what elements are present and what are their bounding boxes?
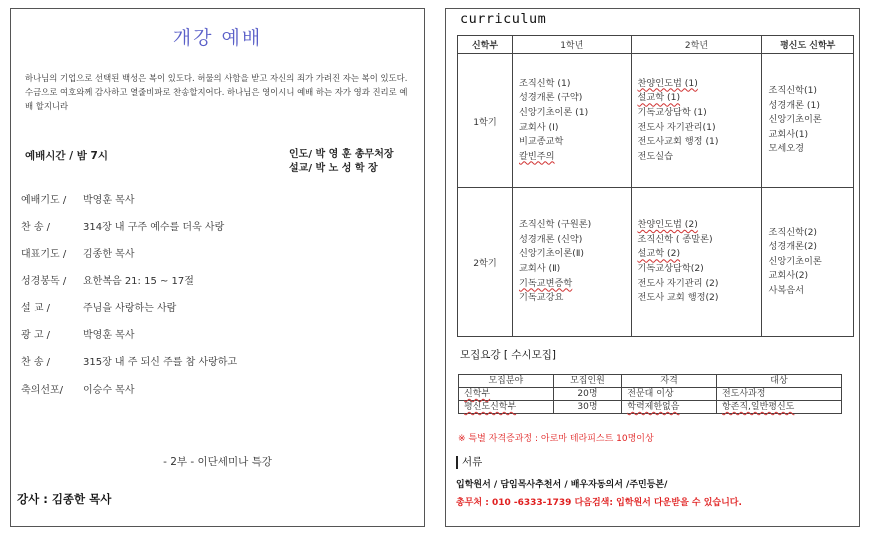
worship-page <box>10 8 425 527</box>
speaker: 강사 : 김종한 목사 <box>17 492 112 506</box>
order-item: 광 고 / 박영훈 목사 <box>21 330 135 341</box>
documents-list: 입학원서 / 담임목사추천서 / 배우자동의서 /주민등본/ <box>456 480 668 490</box>
part2-title: - 2부 - 이단세미나 특강 <box>163 456 272 468</box>
year1-courses: 조직신학 (1) 성경개론 (구약) 신앙기초이론 (1) 교회사 (Ⅰ) 비교종교학 칼빈주의 <box>513 54 632 188</box>
page-title: 개강 예배 <box>172 27 263 49</box>
header-lay: 평신도 신학부 <box>762 36 854 54</box>
preacher: 설교/ 박 노 성 학 장 <box>289 163 378 174</box>
lay-courses: 조직신학(2) 성경개론(2) 신앙기초이론 교회사(2) 사복음서 <box>762 188 854 337</box>
special-course-note: ※ 특별 자격증과정 : 아로마 테라피스트 10명이상 <box>458 434 654 444</box>
table-header-row <box>458 36 854 54</box>
intro-text: 하나님의 기업으로 선택된 백성은 복이 있도다. 허물의 사함을 받고 자신의 죄가 가려진 자는 복이 있도다. 수금으로 여호와께 감사하고 열줄비파로 찬송할지어다. 하나님은 영이시니 예배 하는 자가 영과 진리로 예배 할지니라 <box>25 73 408 111</box>
recruit-title: 모집요강 [ 수시모집] <box>460 349 557 361</box>
year1-courses: 조직신학 (구원론) 성경개론 (신약) 신앙기초이론(Ⅱ) 교회사 (Ⅱ) 기독교변증학 기독교강요 <box>513 188 632 337</box>
contact-info: 총무처 : 010 -6333-1739 다음검색: 입학원서 다운받을 수 있습니다. <box>456 498 742 508</box>
table-row: 평신도신학부 30명 학력제한없음 항존직,일반평신도 <box>459 401 842 414</box>
table-row: 신학부 20명 전문대 이상 전도사과정 <box>459 388 842 401</box>
leaders <box>289 148 394 176</box>
order-item: 예배기도 / 박영훈 목사 <box>21 195 135 206</box>
documents-title: 서류 <box>456 454 482 469</box>
lay-courses: 조직신학(1) 성경개론 (1) 신앙기초이론 교회사(1) 모세오경 <box>762 54 854 188</box>
order-item: 성경봉독 / 요한복음 21: 15 ~ 17절 <box>21 276 194 287</box>
order-item: 찬 송 / 315장 내 주 되신 주를 참 사랑하고 <box>21 357 238 368</box>
order-item: 설 교 / 주님을 사랑하는 사람 <box>21 303 177 314</box>
curriculum-page <box>445 8 860 527</box>
table-row <box>458 54 854 188</box>
semester-label: 2학기 <box>458 188 513 337</box>
header-dept: 신학부 <box>458 36 513 54</box>
table-row <box>458 188 854 337</box>
header-year1: 1학년 <box>513 36 632 54</box>
order-item: 축의선포/ 이승수 목사 <box>21 385 135 396</box>
year2-courses: 찬양인도법 (2) 조직신학 ( 종말론) 설교학 (2) 기독교상담학(2) 전도사 자기관리 (2) 전도사 교회 행정(2) <box>631 188 762 337</box>
curriculum-title: curriculum <box>460 11 547 27</box>
table-header-row: 모집분야 모집인원 자격 대상 <box>459 375 842 388</box>
header-year2: 2학년 <box>631 36 762 54</box>
service-time: 예배시간 / 밤 7시 <box>25 150 108 162</box>
curriculum-table <box>457 35 854 337</box>
order-item: 찬 송 / 314장 내 구주 예수를 더욱 사랑 <box>21 222 225 233</box>
semester-label: 1학기 <box>458 54 513 188</box>
order-item: 대표기도 / 김종한 목사 <box>21 249 135 260</box>
leader: 인도/ 박 영 훈 총무처장 <box>289 149 394 160</box>
text-cursor <box>456 456 458 469</box>
year2-courses: 찬양인도법 (1) 설교학 (1) 기독교상담학 (1) 전도사 자기관리(1) 전도사교회 행정 (1) 전도실습 <box>631 54 762 188</box>
recruit-table <box>458 374 842 414</box>
